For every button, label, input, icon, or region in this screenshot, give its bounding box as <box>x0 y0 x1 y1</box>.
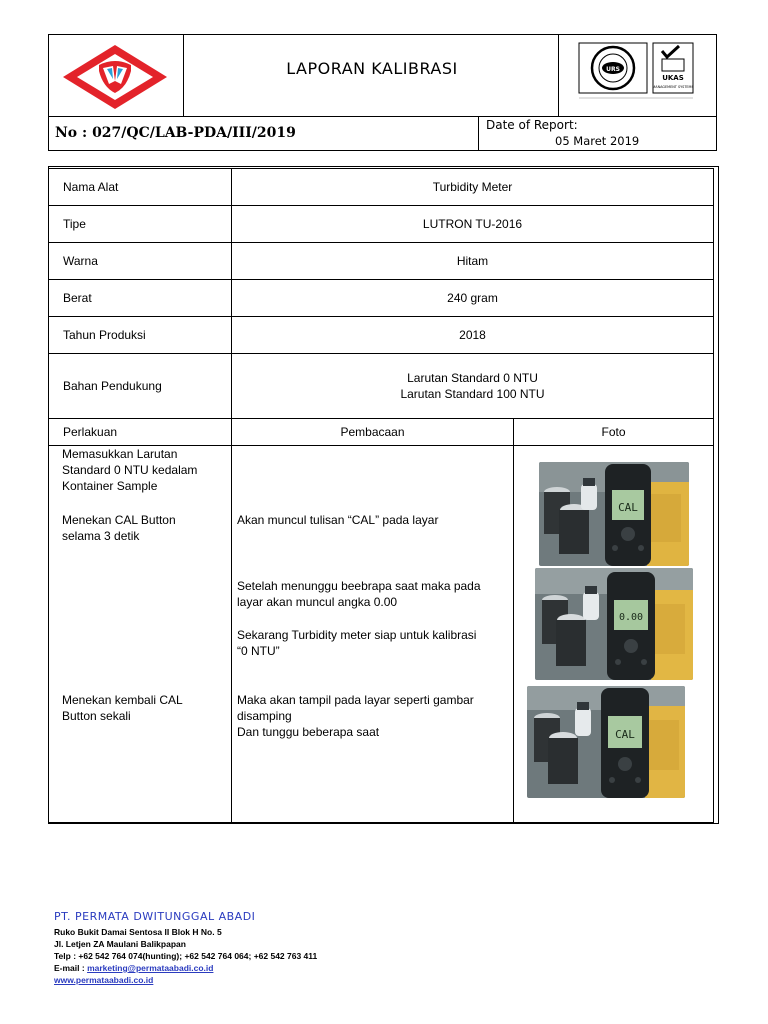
ukas-text: UKAS <box>662 74 684 82</box>
step-1: Memasukkan Larutan Standard 0 NTU kedalam Kontainer Sample <box>62 447 198 493</box>
certification-logos <box>559 35 718 118</box>
bahan-label: Bahan Pendukung <box>48 353 232 419</box>
photo-cal <box>539 462 689 566</box>
header-logo-box <box>48 34 184 117</box>
photo-zero-reading <box>535 568 693 680</box>
footer-telp: Telp : +62 542 764 074(hunting); +62 542 764 064; +62 542 763 411 <box>54 951 318 961</box>
svg-text:CAL: CAL <box>618 501 638 514</box>
svg-text:MANAGEMENT SYSTEMS: MANAGEMENT SYSTEMS <box>652 85 694 89</box>
footer-email-line <box>54 962 474 974</box>
date-value: 05 Maret 2019 <box>555 134 640 148</box>
svg-text:CAL: CAL <box>615 728 635 741</box>
bahan-line: Larutan Standard 100 NTU <box>400 387 545 401</box>
spec-label: Tahun Produksi <box>48 316 232 354</box>
spec-label: Tipe <box>48 205 232 243</box>
footer-email-label: E-mail : <box>54 963 88 973</box>
spec-label: Nama Alat <box>48 168 232 206</box>
doc-number-prefix: No : <box>55 125 88 141</box>
date-box <box>478 116 717 151</box>
spec-value: Turbidity Meter <box>231 168 714 206</box>
procedure-col-perlakuan <box>48 445 232 823</box>
reading-2: Setelah menunggu beebrapa saat maka pada layar akan muncul angka 0.00 <box>237 579 481 609</box>
company-logo <box>49 35 185 118</box>
doc-number-value: 027/QC/LAB-PDA/III/2019 <box>92 125 296 141</box>
doc-number-box <box>48 116 479 151</box>
page-title: LAPORAN KALIBRASI <box>286 59 458 78</box>
footer-website-line <box>54 974 474 986</box>
footer <box>54 910 474 986</box>
footer-address-1: Ruko Bukit Damai Sentosa II Blok H No. 5 <box>54 927 222 937</box>
col-header-perlakuan: Perlakuan <box>48 418 232 446</box>
spec-label: Berat <box>48 279 232 317</box>
footer-address-2: Jl. Letjen ZA Maulani Balikpapan <box>54 939 186 949</box>
reading-1: Akan muncul tulisan “CAL” pada layar <box>237 513 439 527</box>
spec-value: Hitam <box>231 242 714 280</box>
photo-cal-again <box>527 686 685 798</box>
bahan-line: Larutan Standard 0 NTU <box>407 371 538 385</box>
footer-website-link[interactable]: www.permataabadi.co.id <box>54 975 154 985</box>
date-label: Date of Report: <box>486 118 578 132</box>
step-2: Menekan CAL Button selama 3 detik <box>62 513 176 543</box>
col-header-pembacaan: Pembacaan <box>231 418 514 446</box>
doc-number <box>55 125 296 141</box>
header-title-box <box>183 34 559 117</box>
step-3: Menekan kembali CAL Button sekali <box>62 693 183 723</box>
footer-email-link[interactable]: marketing@permataabadi.co.id <box>87 963 214 973</box>
bahan-value <box>231 353 714 419</box>
spec-value: 240 gram <box>231 279 714 317</box>
spec-value: LUTRON TU-2016 <box>231 205 714 243</box>
urs-text: URS <box>606 66 620 73</box>
reading-3: Sekarang Turbidity meter siap untuk kalibrasi “0 NTU” <box>237 628 477 658</box>
col-header-foto: Foto <box>513 418 714 446</box>
spec-label: Warna <box>48 242 232 280</box>
spec-value: 2018 <box>231 316 714 354</box>
header-cert-box <box>558 34 717 117</box>
reading-4: Maka akan tampil pada layar seperti gambar disamping Dan tunggu beberapa saat <box>237 693 474 739</box>
svg-text:0.00: 0.00 <box>618 612 644 623</box>
footer-company-name: PT. PERMATA DWITUNGGAL ABADI <box>54 910 256 923</box>
